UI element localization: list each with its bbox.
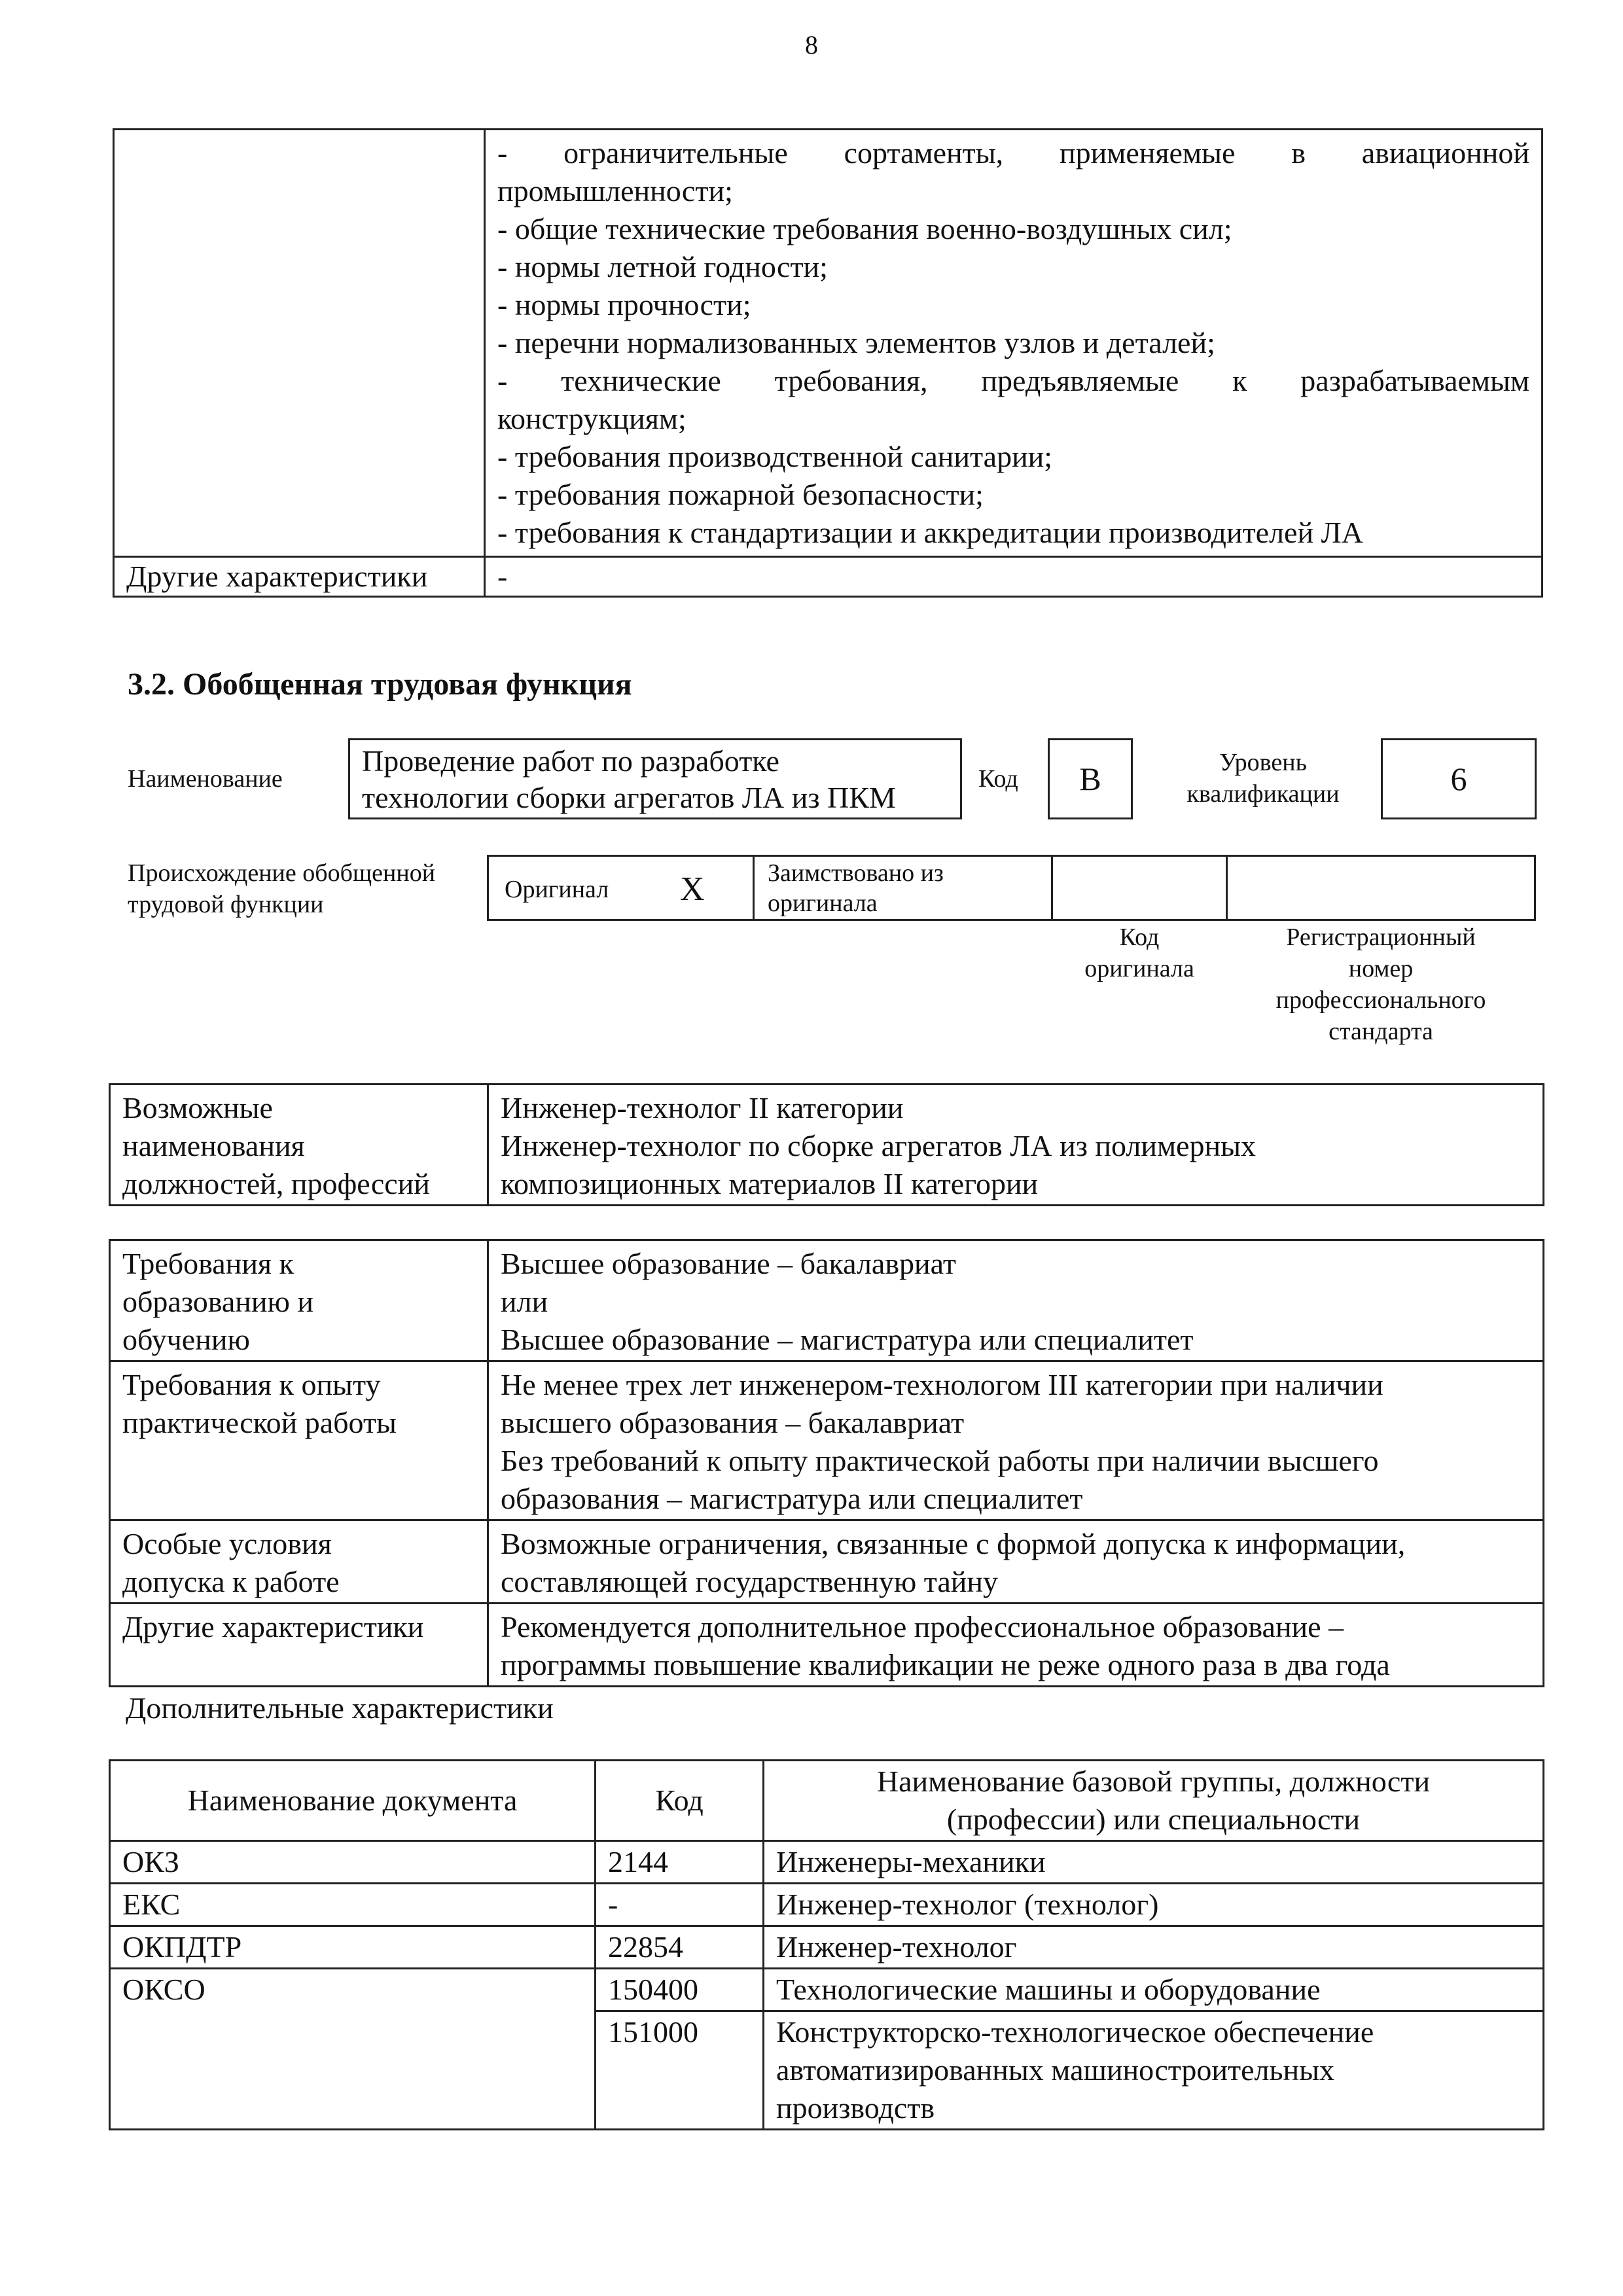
value-line: или <box>501 1285 548 1318</box>
origin-label-line: Происхождение обобщенной <box>128 859 436 887</box>
table-row <box>110 1520 1544 1604</box>
origin-label-line: трудовой функции <box>128 891 324 918</box>
label-line: наименования <box>122 1129 305 1162</box>
caption-line: профессионального <box>1275 986 1486 1014</box>
caption-line: Регистрационный <box>1286 924 1476 951</box>
caption-line: оригинала <box>1084 955 1194 982</box>
level-label <box>1165 747 1361 810</box>
table-row <box>110 1085 1544 1206</box>
label-line: Возможные <box>122 1091 273 1124</box>
table-row <box>114 130 1543 557</box>
borrowed-label-line: Заимствовано из <box>768 859 944 887</box>
registration-box <box>1226 855 1536 921</box>
label-line: Требования к <box>122 1247 294 1280</box>
header-name <box>764 1761 1544 1841</box>
other-label: Другие характеристики <box>114 557 485 597</box>
value-line: Не менее трех лет инженером-технологом III категории при наличии <box>501 1368 1383 1401</box>
value-line: композиционных материалов II категории <box>501 1167 1039 1200</box>
name-cell: Инженер-технолог (технолог) <box>764 1884 1544 1926</box>
table-row <box>110 1884 1544 1926</box>
additional-table <box>109 1759 1544 2130</box>
doc-cell: ЕКС <box>110 1884 596 1926</box>
level-value-box: 6 <box>1381 738 1537 819</box>
list-item: - нормы прочности; <box>497 288 751 321</box>
label-line: обучению <box>122 1323 250 1356</box>
name-label: Наименование <box>128 765 283 793</box>
gtf-name-line: Проведение работ по разработке <box>362 744 779 778</box>
original-mark: X <box>680 870 705 908</box>
experience-label <box>110 1361 488 1520</box>
code-cell: 22854 <box>596 1926 764 1969</box>
caption-line: стандарта <box>1329 1018 1433 1045</box>
code-cell: - <box>596 1884 764 1926</box>
label-line: Другие характеристики <box>122 1610 424 1643</box>
header-line: (профессии) или специальности <box>946 1803 1361 1836</box>
header-doc: Наименование документа <box>110 1761 596 1841</box>
value-line: Инженер-технолог по сборке агрегатов ЛА из полимерных <box>501 1129 1256 1162</box>
positions-value <box>488 1085 1544 1206</box>
table-row <box>110 1361 1544 1520</box>
label-line: должностей, профессий <box>122 1167 430 1200</box>
requirements-table <box>109 1239 1544 1687</box>
gtf-name-box <box>348 738 962 819</box>
other-value: - <box>485 557 1543 597</box>
code-label: Код <box>978 765 1018 793</box>
other-characteristics-label <box>110 1604 488 1687</box>
level-label-line: квалификации <box>1186 780 1340 808</box>
value-line: образования – магистратура или специалитет <box>501 1482 1083 1515</box>
empty-cell <box>114 130 485 557</box>
list-item: - требования производственной санитарии; <box>497 440 1053 473</box>
list-item: - перечни нормализованных элементов узлов и деталей; <box>497 326 1215 359</box>
education-label <box>110 1240 488 1361</box>
code-original-caption <box>1051 922 1228 984</box>
value-line: Без требований к опыту практической работы при наличии высшего <box>501 1444 1379 1477</box>
value-line: программы повышение квалификации не реже одного раза в два года <box>501 1648 1390 1681</box>
name-line: производств <box>776 2091 935 2125</box>
caption-line: Код <box>1119 924 1160 951</box>
section-title: 3.2. Обобщенная трудовая функция <box>128 667 632 702</box>
positions-table <box>109 1083 1544 1206</box>
list-item: - нормы летной годности; <box>497 250 828 283</box>
value-line: Высшее образование – магистратура или специалитет <box>501 1323 1194 1356</box>
requirements-list <box>485 130 1543 557</box>
header-code: Код <box>596 1761 764 1841</box>
caption-line: номер <box>1348 955 1414 982</box>
gtf-name-line: технологии сборки агрегатов ЛА из ПКМ <box>362 781 896 814</box>
table-header-row <box>110 1761 1544 1841</box>
code-cell: 151000 <box>596 2011 764 2130</box>
name-line: Конструкторско-технологическое обеспечение <box>776 2015 1374 2049</box>
value-line: составляющей государственную тайну <box>501 1565 999 1598</box>
education-value <box>488 1240 1544 1361</box>
conditions-label <box>110 1520 488 1604</box>
list-item: промышленности; <box>497 174 733 207</box>
doc-cell: ОКЗ <box>110 1841 596 1884</box>
borrowed-box <box>753 855 1053 921</box>
additional-title: Дополнительные характеристики <box>126 1691 554 1725</box>
borrowed-label-line: оригинала <box>768 889 878 917</box>
original-label: Оригинал <box>505 876 609 903</box>
code-cell: 150400 <box>596 1969 764 2011</box>
name-cell: Технологические машины и оборудование <box>764 1969 1544 2011</box>
table-row <box>110 1841 1544 1884</box>
table-row <box>110 1969 1544 2011</box>
name-cell <box>764 2011 1544 2130</box>
table-row <box>114 557 1543 597</box>
list-item: - технические требования, предъявляемые к разрабатываемым <box>497 364 1529 397</box>
value-line: Возможные ограничения, связанные с формой допуска к информации, <box>501 1527 1406 1560</box>
original-box <box>487 855 755 921</box>
list-item: - требования пожарной безопасности; <box>497 478 984 511</box>
doc-cell: ОКСО <box>110 1969 596 2130</box>
name-cell: Инженер-технолог <box>764 1926 1544 1969</box>
label-line: Особые условия <box>122 1527 332 1560</box>
label-line: практической работы <box>122 1406 397 1439</box>
list-item: - ограничительные сортаменты, применяемые в авиационной <box>497 136 1529 170</box>
list-item: - требования к стандартизации и аккредитации производителей ЛА <box>497 516 1363 549</box>
list-item: - общие технические требования военно-воздушных сил; <box>497 212 1232 245</box>
table-row <box>110 1240 1544 1361</box>
list-item: конструкциям; <box>497 402 687 435</box>
positions-label <box>110 1085 488 1206</box>
name-line: автоматизированных машиностроительных <box>776 2053 1334 2087</box>
level-label-line: Уровень <box>1219 749 1307 776</box>
value-line: Инженер-технолог II категории <box>501 1091 904 1124</box>
other-characteristics-value <box>488 1604 1544 1687</box>
label-line: Требования к опыту <box>122 1368 381 1401</box>
name-cell: Инженеры-механики <box>764 1841 1544 1884</box>
header-line: Наименование базовой группы, должности <box>876 1765 1431 1798</box>
code-original-box <box>1051 855 1228 921</box>
table-row <box>110 1926 1544 1969</box>
page-number: 8 <box>805 30 818 60</box>
doc-cell: ОКПДТР <box>110 1926 596 1969</box>
value-line: высшего образования – бакалавриат <box>501 1406 965 1439</box>
code-value-box: В <box>1048 738 1133 819</box>
experience-value <box>488 1361 1544 1520</box>
code-cell: 2144 <box>596 1841 764 1884</box>
value-line: Высшее образование – бакалавриат <box>501 1247 956 1280</box>
table-row <box>110 1604 1544 1687</box>
continuation-table <box>113 128 1543 598</box>
conditions-value <box>488 1520 1544 1604</box>
value-line: Рекомендуется дополнительное профессиональное образование – <box>501 1610 1344 1643</box>
registration-caption <box>1226 922 1536 1047</box>
label-line: допуска к работе <box>122 1565 340 1598</box>
origin-label <box>128 857 435 920</box>
label-line: образованию и <box>122 1285 313 1318</box>
